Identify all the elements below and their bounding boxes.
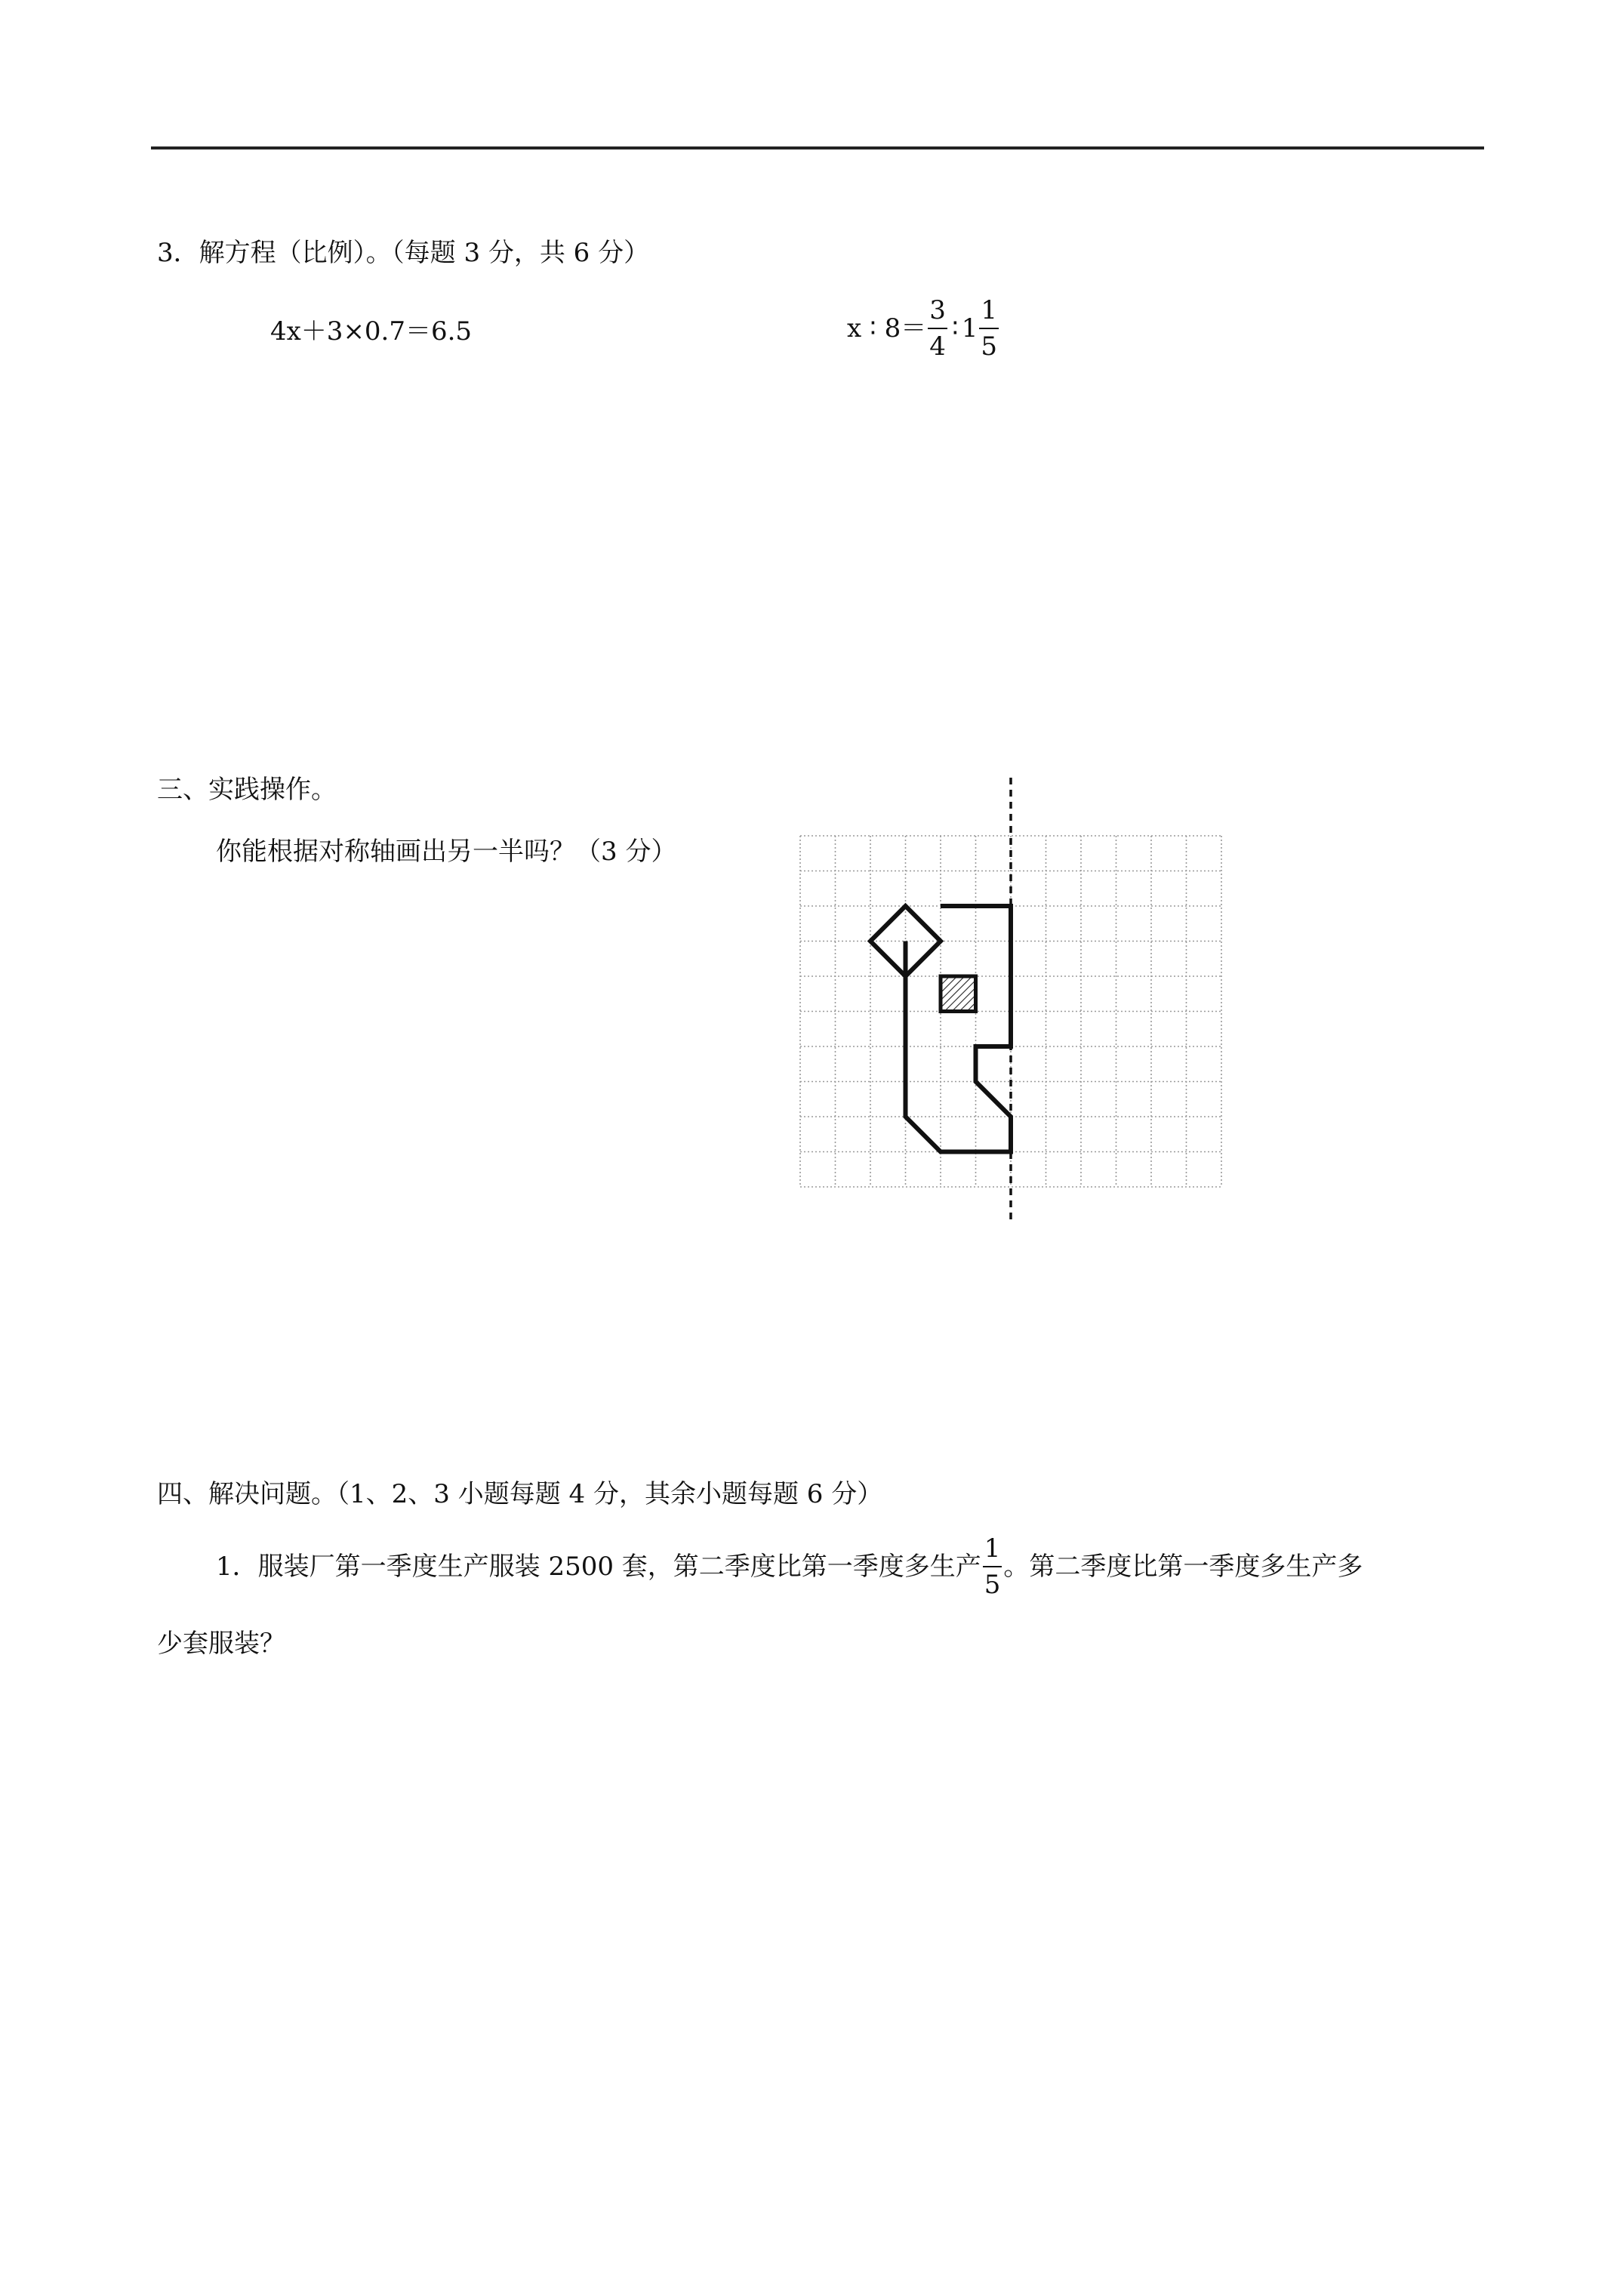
section-3-title: 三、实践操作。 [157,775,337,805]
fraction-denominator: 5 [984,1570,1001,1600]
problem-1-line-1 [216,1533,1363,1600]
hatched-square [941,976,976,1012]
section-4-title: 四、解决问题。（1、2、3 小题每题 4 分，其余小题每题 6 分） [157,1479,883,1509]
symmetry-grid-figure [796,778,1234,1223]
q3-title: 3．解方程（比例）。（每题 3 分，共 6 分） [157,238,650,268]
symmetry-grid-svg [796,778,1234,1223]
ratio-colon: ∶ [951,313,959,344]
section-3-prompt: 你能根据对称轴画出另一半吗？（3 分） [216,837,677,867]
problem-1-line-2: 少套服装？ [157,1629,285,1659]
equation-2-lead: x ∶ 8＝ [847,313,927,344]
equation-2 [847,295,1000,362]
fraction-one-fifth [983,1533,1002,1600]
fraction-numerator: 1 [983,1536,1002,1567]
mixed-number-whole: 1 [961,313,978,344]
fraction-denominator: 4 [929,331,946,362]
fraction-denominator: 5 [981,331,998,362]
header-rule [151,146,1484,149]
fraction-numerator: 3 [928,297,947,329]
problem-1-text-part-2: 。第二季度比第一季度多生产多 [1003,1552,1363,1582]
fraction-one-fifth [979,295,999,362]
fraction-three-quarters [928,295,947,362]
problem-1-text-part-1: 1．服装厂第一季度生产服装 2500 套，第二季度比第一季度多生产 [216,1552,981,1582]
fraction-numerator: 1 [979,297,999,329]
half-figure-outline [906,906,1012,1152]
equation-1: 4x＋3×0.7＝6.5 [270,316,473,347]
